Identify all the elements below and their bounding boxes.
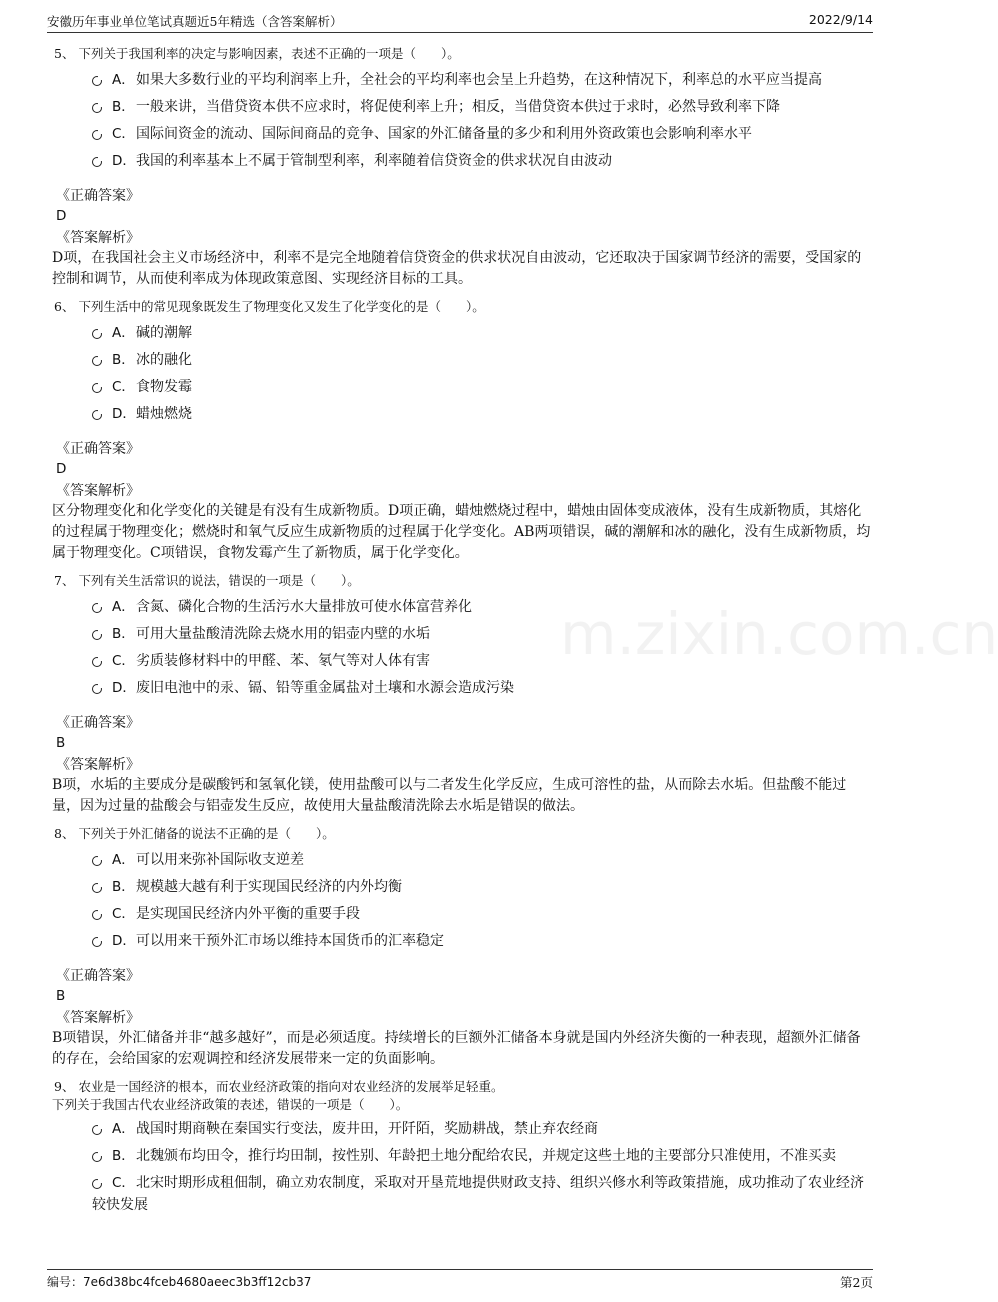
analysis-text: B项，水垢的主要成分是碳酸钙和氢氧化镁，使用盐酸可以与二者发生化学反应，生成可溶性的盐，从而除去水垢。但盐酸不能过量，因为过量的盐酸会与铝壶发生反应，故使用大量盐酸清洗除去水垢是错误的做法。 — [52, 777, 847, 814]
correct-answer-value: B — [56, 988, 66, 1004]
radio-icon[interactable] — [92, 410, 102, 420]
question-title — [54, 825, 872, 843]
question-7 — [52, 572, 872, 817]
question-text-line2: 下列关于我国古代农业经济政策的表述，错误的一项是（ ）。 — [52, 1097, 409, 1112]
option-d[interactable] — [52, 930, 872, 952]
question-text: 下列生活中的常见现象既发生了物理变化又发生了化学变化的是（ ）。 — [78, 299, 485, 314]
option-b[interactable] — [52, 876, 872, 898]
radio-icon[interactable] — [92, 937, 102, 947]
option-letter: B． — [112, 1148, 135, 1164]
option-letter: A． — [112, 599, 135, 615]
option-text: 劣质装修材料中的甲醛、苯、氡气等对人体有害 — [136, 653, 430, 669]
analysis-text: B项错误，外汇储备并非“越多越好”，而是必须适度。持续增长的巨额外汇储备本身就是国内外经济失衡的一种表现，超额外汇储备的存在，会给国家的宏观调控和经济发展带来一定的负面影响。 — [52, 1030, 861, 1067]
option-text: 北魏颁布均田令，推行均田制，按性别、年龄把土地分配给农民，并规定这些土地的主要部分只准使用，不准买卖 — [136, 1148, 836, 1164]
question-8 — [52, 825, 872, 1070]
option-text: 我国的利率基本上不属于管制型利率，利率随着信贷资金的供求状况自由波动 — [136, 153, 612, 169]
answer-block — [56, 439, 872, 501]
option-text: 碱的潮解 — [136, 325, 192, 341]
option-c[interactable] — [52, 650, 872, 672]
option-a[interactable] — [52, 69, 872, 91]
option-letter: B． — [112, 879, 135, 895]
option-letter: B． — [112, 99, 135, 115]
radio-icon[interactable] — [92, 356, 102, 366]
option-letter: A． — [112, 852, 135, 868]
answer-block — [56, 966, 872, 1028]
option-a[interactable] — [52, 322, 872, 344]
option-text: 可以用来干预外汇市场以维持本国货币的汇率稳定 — [136, 933, 444, 949]
question-title — [54, 45, 872, 63]
option-text: 国际间资金的流动、国际间商品的竞争、国家的外汇储备量的多少和利用外资政策也会影响利率水平 — [136, 126, 752, 142]
option-b[interactable] — [52, 1145, 872, 1167]
option-text: 是实现国民经济内外平衡的重要手段 — [136, 906, 360, 922]
radio-icon[interactable] — [92, 856, 102, 866]
radio-icon[interactable] — [92, 103, 102, 113]
correct-answer-label: 《正确答案》 — [56, 715, 140, 731]
radio-icon[interactable] — [92, 157, 102, 167]
page-number: 第2页 — [840, 1275, 873, 1290]
analysis-label: 《答案解析》 — [56, 757, 140, 773]
option-letter: C． — [112, 379, 135, 395]
option-text: 北宋时期形成租佃制，确立劝农制度，采取对开垦荒地提供财政支持、组织兴修水利等政策措施，成功推动了农业经济较快发展 — [92, 1175, 864, 1213]
option-text: 战国时期商鞅在秦国实行变法，废井田，开阡陌，奖励耕战，禁止弃农经商 — [136, 1121, 598, 1137]
analysis-text: D项，在我国社会主义市场经济中，利率不是完全地随着信贷资金的供求状况自由波动，它还取决于国家调节经济的需要，受国家的控制和调节，从而使利率成为体现政策意图、实现经济目标的工具。 — [52, 250, 862, 287]
analysis-label: 《答案解析》 — [56, 483, 140, 499]
question-5 — [52, 45, 872, 290]
radio-icon[interactable] — [92, 883, 102, 893]
option-b[interactable] — [52, 349, 872, 371]
radio-icon[interactable] — [92, 684, 102, 694]
option-letter: A． — [112, 325, 135, 341]
watermark: m.zixin.com.cn — [560, 600, 998, 668]
option-letter: D． — [112, 153, 136, 169]
radio-icon[interactable] — [92, 383, 102, 393]
option-text: 含氮、磷化合物的生活污水大量排放可使水体富营养化 — [136, 599, 472, 615]
option-letter: D． — [112, 406, 136, 422]
question-number: 7、 — [54, 573, 75, 588]
question-list — [52, 45, 872, 1221]
option-a[interactable] — [52, 849, 872, 871]
question-text: 下列关于我国利率的决定与影响因素，表述不正确的一项是（ ）。 — [78, 46, 460, 61]
option-text: 冰的融化 — [136, 352, 192, 368]
analysis-text: 区分物理变化和化学变化的关键是有没有生成新物质。D项正确，蜡烛燃烧过程中，蜡烛由固体变成液体，没有生成新物质，其熔化的过程属于物理变化；燃烧时和氧气反应生成新物质的过程属于化学变化。AB两项错误，碱的潮解和冰的融化，没有生成新物质，均属于物理变化。C项错误，食物发霉产生了新物质，属于化学变化。 — [52, 503, 871, 561]
question-number: 6、 — [54, 299, 75, 314]
option-a[interactable] — [52, 1118, 872, 1140]
option-text: 如果大多数行业的平均利润率上升，全社会的平均利率也会呈上升趋势，在这种情况下，利率总的水平应当提高 — [136, 72, 822, 88]
radio-icon[interactable] — [92, 1179, 102, 1189]
radio-icon[interactable] — [92, 1125, 102, 1135]
radio-icon[interactable] — [92, 603, 102, 613]
page-footer — [47, 1269, 873, 1292]
option-c[interactable] — [52, 376, 872, 398]
question-text: 农业是一国经济的根本，而农业经济政策的指向对农业经济的发展举足轻重。 — [78, 1079, 504, 1094]
document-title: 安徽历年事业单位笔试真题近5年精选（含答案解析） — [47, 14, 343, 29]
option-text: 规模越大越有利于实现国民经济的内外均衡 — [136, 879, 402, 895]
question-title — [54, 572, 872, 590]
option-letter: D． — [112, 680, 136, 696]
correct-answer-value: B — [56, 735, 66, 751]
radio-icon[interactable] — [92, 657, 102, 667]
option-b[interactable] — [52, 96, 872, 118]
correct-answer-label: 《正确答案》 — [56, 441, 140, 457]
analysis-label: 《答案解析》 — [56, 230, 140, 246]
option-d[interactable] — [52, 403, 872, 425]
option-letter: A． — [112, 1121, 135, 1137]
correct-answer-label: 《正确答案》 — [56, 188, 140, 204]
radio-icon[interactable] — [92, 130, 102, 140]
option-text: 可用大量盐酸清洗除去烧水用的铝壶内壁的水垢 — [136, 626, 430, 642]
option-letter: B． — [112, 352, 135, 368]
answer-block — [56, 713, 872, 775]
radio-icon[interactable] — [92, 1152, 102, 1162]
option-letter: A． — [112, 72, 135, 88]
question-9 — [52, 1078, 872, 1216]
radio-icon[interactable] — [92, 76, 102, 86]
question-number: 5、 — [54, 46, 75, 61]
option-text: 一般来讲，当借贷资本供不应求时，将促使利率上升；相反，当借贷资本供过于求时，必然导致利率下降 — [136, 99, 780, 115]
question-number: 8、 — [54, 826, 75, 841]
document-code: 编号：7e6d38bc4fceb4680aeec3b3ff12cb37 — [47, 1275, 312, 1289]
radio-icon[interactable] — [92, 329, 102, 339]
question-title — [54, 298, 872, 316]
option-letter: C． — [112, 906, 135, 922]
question-text: 下列关于外汇储备的说法不正确的是（ ）。 — [78, 826, 335, 841]
option-letter: D． — [112, 933, 136, 949]
correct-answer-label: 《正确答案》 — [56, 968, 140, 984]
option-c[interactable] — [52, 123, 872, 145]
option-letter: C． — [112, 126, 135, 142]
option-d[interactable] — [52, 677, 872, 699]
page-header — [47, 10, 873, 33]
document-date: 2022/9/14 — [808, 12, 873, 27]
question-number: 9、 — [54, 1079, 75, 1094]
answer-block — [56, 186, 872, 248]
analysis-label: 《答案解析》 — [56, 1010, 140, 1026]
option-letter: B． — [112, 626, 135, 642]
option-text: 蜡烛燃烧 — [136, 406, 192, 422]
radio-icon[interactable] — [92, 630, 102, 640]
correct-answer-value: D — [56, 461, 67, 477]
option-letter: C． — [112, 1175, 135, 1191]
question-text: 下列有关生活常识的说法，错误的一项是（ ）。 — [78, 573, 360, 588]
option-text: 可以用来弥补国际收支逆差 — [136, 852, 304, 868]
option-c[interactable] — [52, 1172, 872, 1216]
radio-icon[interactable] — [92, 910, 102, 920]
option-d[interactable] — [52, 150, 872, 172]
question-6 — [52, 298, 872, 564]
option-letter: C． — [112, 653, 135, 669]
correct-answer-value: D — [56, 208, 67, 224]
question-title — [54, 1078, 872, 1114]
option-text: 废旧电池中的汞、镉、铅等重金属盐对土壤和水源会造成污染 — [136, 680, 514, 696]
option-c[interactable] — [52, 903, 872, 925]
option-a[interactable] — [52, 596, 872, 618]
option-b[interactable] — [52, 623, 872, 645]
option-text: 食物发霉 — [136, 379, 192, 395]
